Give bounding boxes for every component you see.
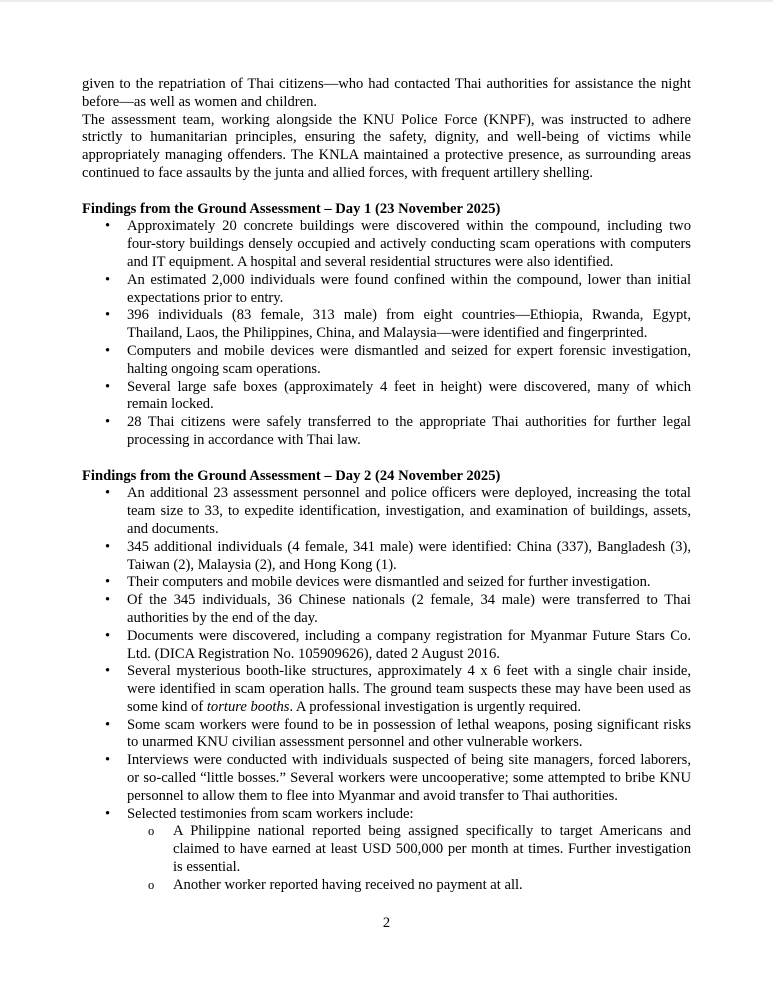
sub-bullet-list: [127, 823, 691, 894]
bullet-item: • Several large safe boxes (approximately 4 feet in height) were discovered, many of which remain locked.: [127, 379, 691, 415]
bullet-item: • Approximately 20 concrete buildings were discovered within the compound, including two four-story buildings densely occupied and actively conducting scam operations with computers and IT equipment. A hospital and several residential structures were also identified.: [127, 218, 691, 271]
paragraph: given to the repatriation of Thai citizens—who had contacted Thai authorities for assistance the night before—as well as women and children.: [82, 76, 691, 110]
bullet-item: • An additional 23 assessment personnel and police officers were deployed, increasing the total team size to 33, to expedite identification, investigation, and examination of buildings, assets, and documents.: [127, 485, 691, 538]
section-heading: Findings from the Ground Assessment – Day 2 (24 November 2025): [82, 467, 501, 484]
bullet-item: • Some scam workers were found to be in possession of lethal weapons, posing significant risks to unarmed KNU civilian assessment personnel and other vulnerable workers.: [127, 717, 691, 753]
text-run: Several mysterious booth-like structures, approximately 4 x 6 feet with a single chair inside, were identified in scam operation halls. The ground team suspects these may have been used as some kind of: [127, 663, 691, 715]
sub-bullet-item: o A Philippine national reported being assigned specifically to target Americans and claimed to have earned at least USD 500,000 per month at times. Further investigation is essential.: [173, 823, 691, 876]
text-run: . A professional investigation is urgently required.: [289, 698, 581, 715]
bullet-list: [82, 218, 691, 449]
document-body: [82, 76, 691, 895]
bullet-item: • Selected testimonies from scam workers include: o A Philippine national reported being assigned specifically to target Americans and claimed to have earned at least USD 500,000 per month at times. Further investigation is essential. o Another worker reported having received no payment at all.: [127, 806, 691, 895]
bullet-item: • Their computers and mobile devices were dismantled and seized for further investigation.: [127, 574, 691, 592]
bullet-item: • 396 individuals (83 female, 313 male) from eight countries—Ethiopia, Rwanda, Egypt, Thailand, Laos, the Philippines, China, and Malaysia—were identified and fingerprinted.: [127, 307, 691, 343]
bullet-item: • Documents were discovered, including a company registration for Myanmar Future Stars Co. Ltd. (DICA Registration No. 105909626), dated 2 August 2016.: [127, 628, 691, 664]
section-heading: Findings from the Ground Assessment – Day 1 (23 November 2025): [82, 200, 501, 217]
italic-text-run: torture booths: [206, 698, 290, 715]
bullet-item: • 28 Thai citizens were safely transferred to the appropriate Thai authorities for further legal processing in accordance with Thai law.: [127, 414, 691, 450]
bullet-item: [127, 663, 691, 716]
bullet-item: • Interviews were conducted with individuals suspected of being site managers, forced laborers, or so-called “little bosses.” Several workers were uncooperative; some attempted to bribe KNU personnel to allow them to flee into Myanmar and avoid transfer to Thai authorities.: [127, 752, 691, 805]
bullet-list: [82, 485, 691, 894]
bullet-item: • Of the 345 individuals, 36 Chinese nationals (2 female, 34 male) were transferred to Thai authorities by the end of the day.: [127, 592, 691, 628]
page-number: 2: [382, 915, 391, 931]
sub-bullet-item: o Another worker reported having received no payment at all.: [173, 877, 691, 895]
bullet-item: • 345 additional individuals (4 female, 341 male) were identified: China (337), Bangladesh (3), Taiwan (2), Malaysia (2), and Hong Kong (1).: [127, 539, 691, 575]
bullet-item: • An estimated 2,000 individuals were found confined within the compound, lower than initial expectations prior to entry.: [127, 272, 691, 308]
bullet-item: • Computers and mobile devices were dismantled and seized for expert forensic investigation, halting ongoing scam operations.: [127, 343, 691, 379]
paragraph: The assessment team, working alongside the KNU Police Force (KNPF), was instructed to adhere strictly to humanitarian principles, ensuring the safety, dignity, and well-being of victims while appropriately managing offenders. The KNLA maintained a protective presence, as surrounding areas continued to face assaults by the junta and allied forces, with frequent artillery shelling.: [82, 111, 691, 181]
